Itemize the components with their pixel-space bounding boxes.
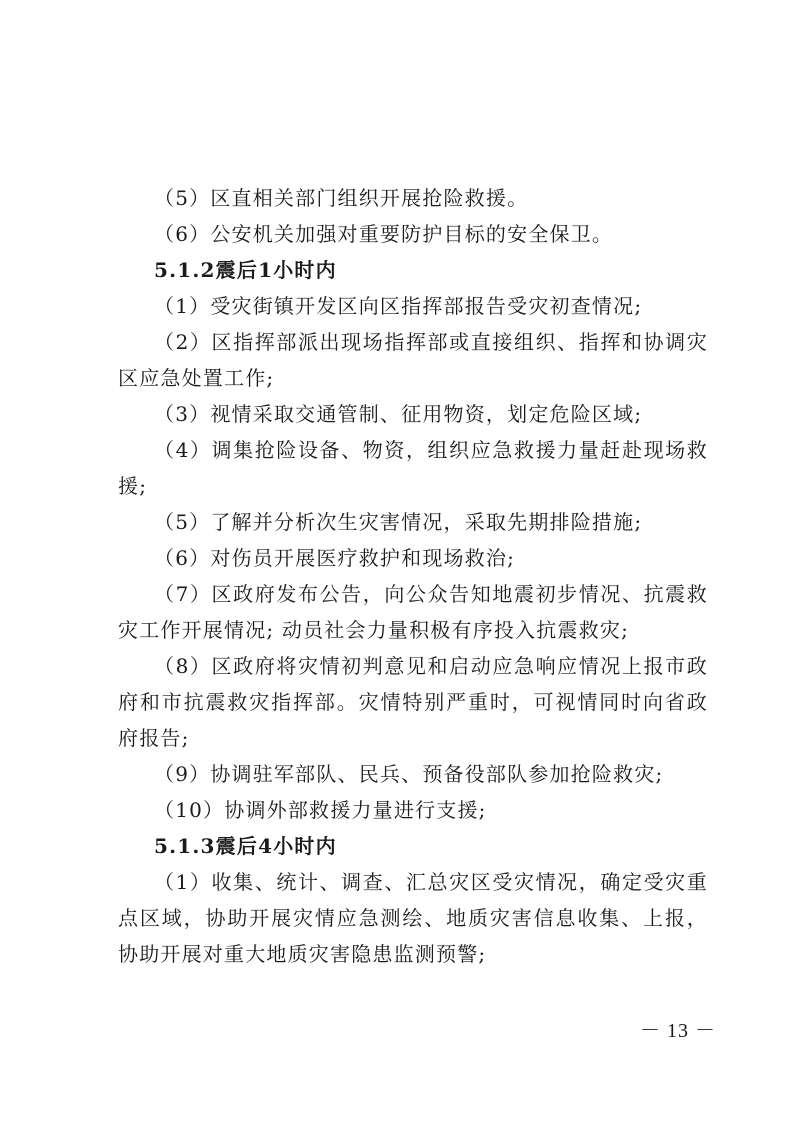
- document-body: [118, 180, 708, 972]
- paragraph-item-6-security: （6）公安机关加强对重要防护目标的安全保卫。: [154, 222, 614, 246]
- paragraph-item-10-external: （10）协调外部救援力量进行支援;: [154, 798, 487, 822]
- paragraph-item-7-announcement: （7）区政府发布公告，向公众告知地震初步情况、抗震救灾工作开展情况; 动员社会力量积极有序投入抗震救灾;: [118, 582, 708, 642]
- paragraph-item-5-secondary: （5）了解并分析次生灾害情况，采取先期排险措施;: [154, 510, 643, 534]
- paragraph-item-3-traffic: （3）视情采取交通管制、征用物资，划定危险区域;: [154, 402, 643, 426]
- paragraph-item-1-report: （1）受灾街镇开发区向区指挥部报告受灾初查情况;: [154, 294, 643, 318]
- paragraph-item-5-rescue: （5）区直相关部门组织开展抢险救援。: [154, 186, 529, 210]
- paragraph-item-1-collect: （1）收集、统计、调查、汇总灾区受灾情况，确定受灾重点区域，协助开展灾情应急测绘、地质灾害信息收集、上报，协助开展对重大地质灾害隐患监测预警;: [118, 870, 708, 966]
- paragraph-item-9-troops: （9）协调驻军部队、民兵、预备役部队参加抢险救灾;: [154, 762, 664, 786]
- page-number: － 13 －: [640, 1020, 716, 1042]
- paragraph-item-4-equipment: （4）调集抢险设备、物资，组织应急救援力量赶赴现场救援;: [118, 438, 708, 498]
- paragraph-item-8-report-city: （8）区政府将灾情初判意见和启动应急响应情况上报市政府和市抗震救灾指挥部。灾情特别严重时，可视情同时向省政府报告;: [118, 654, 708, 750]
- section-heading-5-1-2: 5.1.2震后1小时内: [154, 258, 337, 282]
- section-heading-5-1-3: 5.1.3震后4小时内: [154, 834, 337, 858]
- paragraph-item-2-command: （2）区指挥部派出现场指挥部或直接组织、指挥和协调灾区应急处置工作;: [118, 330, 708, 390]
- paragraph-item-6-medical: （6）对伤员开展医疗救护和现场救治;: [154, 546, 516, 570]
